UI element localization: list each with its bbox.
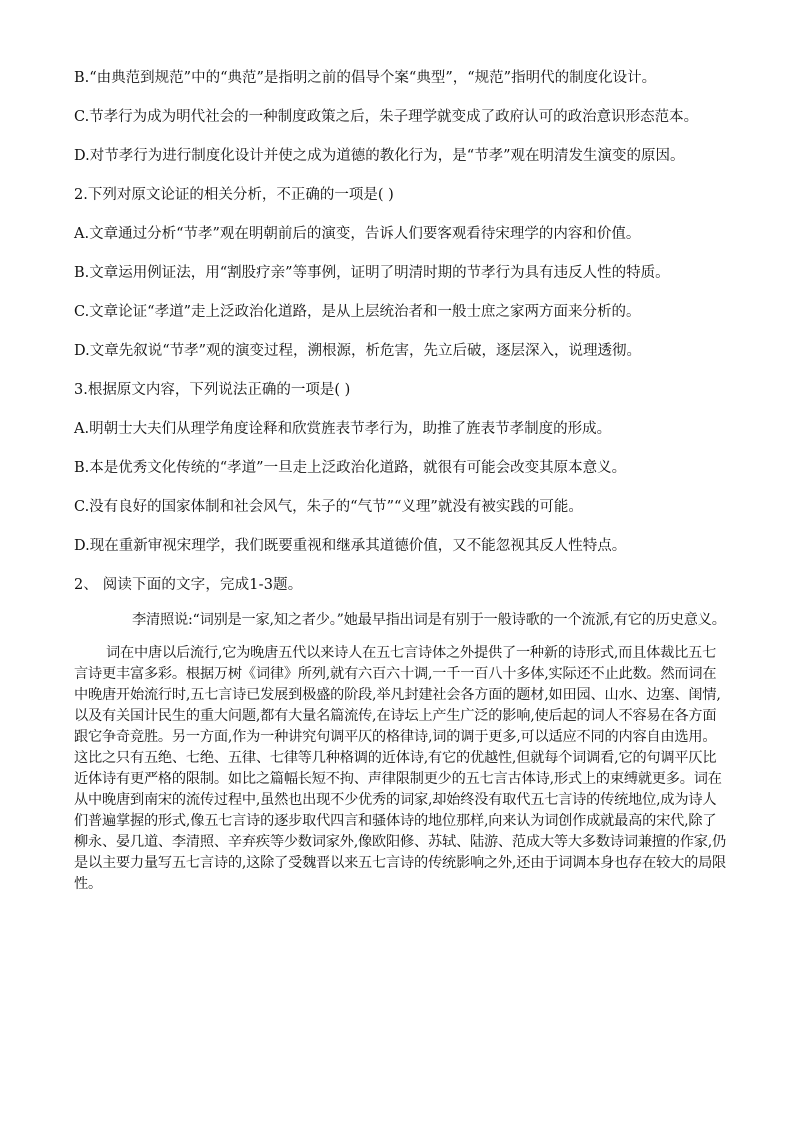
q1-option-d: D.对节孝行为进行制度化设计并使之成为道德的教化行为，是“节孝”观在明清发生演变的原因。: [74, 148, 685, 164]
q2-stem: 2.下列对原文论证的相关分析，不正确的一项是( ): [74, 187, 394, 203]
q3-option-a: A.明朝士大夫们从理学角度诠释和欣赏旌表节孝行为，助推了旌表节孝制度的形成。: [74, 421, 612, 437]
q3-option-d: D.现在重新审视宋理学，我们既要重视和继承其道德价值，又不能忽视其反人性特点。: [74, 538, 627, 554]
essay-body: 词在中唐以后流行,它为晚唐五代以来诗人在五七言诗体之外提供了一种新的诗形式,而且体裁比五七言诗更丰富多彩。根据万树《词律》所列,就有六百六十调,一千一百八十多体,实际还不止此数。然而词在中晚唐开始流行时,五七言诗已发展到极盛的阶段,举凡封建社会各方面的题材,如田园、山水、边塞、闺情,以及有关国计民生的重大问题,都有大量名篇流传,在诗坛上产生广泛的影响,使后起的词人不容易在各方面跟它争奇竞胜。另一方面,作为一种讲究句调平仄的格律诗,词的调于更多,可以适应不同的内容自由选用。这比之只有五绝、七绝、五律、七律等几种格调的近体诗,有它的优越性,但就每个词调看,它的句调平仄比近体诗有更严格的限制。如比之篇幅长短不拘、声律限制更少的五七言古体诗,形式上的束缚就更多。词在从中晚唐到南宋的流传过程中,虽然也出现不少优秀的词家,却始终没有取代五七言诗的传统地位,成为诗人们普遍掌握的形式,像五七言诗的逐步取代四言和骚体诗的地位那样,向来认为词创作成就最高的宋代,除了柳永、晏几道、李清照、辛弃疾等少数词家外,像欧阳修、苏轼、陆游、范成大等大多数诗词兼擅的作家,仍是以主要力量写五七言诗的,这除了受魏晋以来五七言诗的传统影响之外,还由于词调本身也存在较大的局限性。: [74, 645, 727, 892]
section-heading: 2、 阅读下面的文字，完成1-3题。: [74, 577, 303, 593]
document-page: [74, 66, 728, 895]
q2-option-c: C.文章论证“孝道”走上泛政治化道路，是从上层统治者和一般士庶之家两方面来分析的。: [74, 304, 641, 320]
q2-option-a: A.文章通过分析“节孝”观在明朝前后的演变，告诉人们要客观看待宋理学的内容和价值。: [74, 226, 641, 242]
q2-option-d: D.文章先叙说“节孝”观的演变过程，溯根源，析危害，先立后破，逐层深入，说理透彻。: [74, 343, 642, 359]
q3-option-b: B.本是优秀文化传统的“孝道”一旦走上泛政治化道路，就很有可能会改变其原本意义。: [74, 460, 627, 476]
q2-option-b: B.文章运用例证法，用“割股疗亲”等事例，证明了明清时期的节孝行为具有违反人性的特质。: [74, 265, 670, 281]
essay-intro: 李清照说:“词别是一家,知之者少。”她最早指出词是有别于一般诗歌的一个流派,有它的历史意义。: [132, 612, 726, 628]
q3-option-c: C.没有良好的国家体制和社会风气，朱子的“气节”“义理”就没有被实践的可能。: [74, 499, 583, 515]
q1-option-c: C.节孝行为成为明代社会的一种制度政策之后，朱子理学就变成了政府认可的政治意识形态范本。: [74, 109, 699, 125]
q1-option-b: B.“由典范到规范”中的“典范”是指明之前的倡导个案“典型”，“规范”指明代的制度化设计。: [74, 70, 657, 86]
q3-stem: 3.根据原文内容，下列说法正确的一项是( ): [74, 382, 351, 398]
